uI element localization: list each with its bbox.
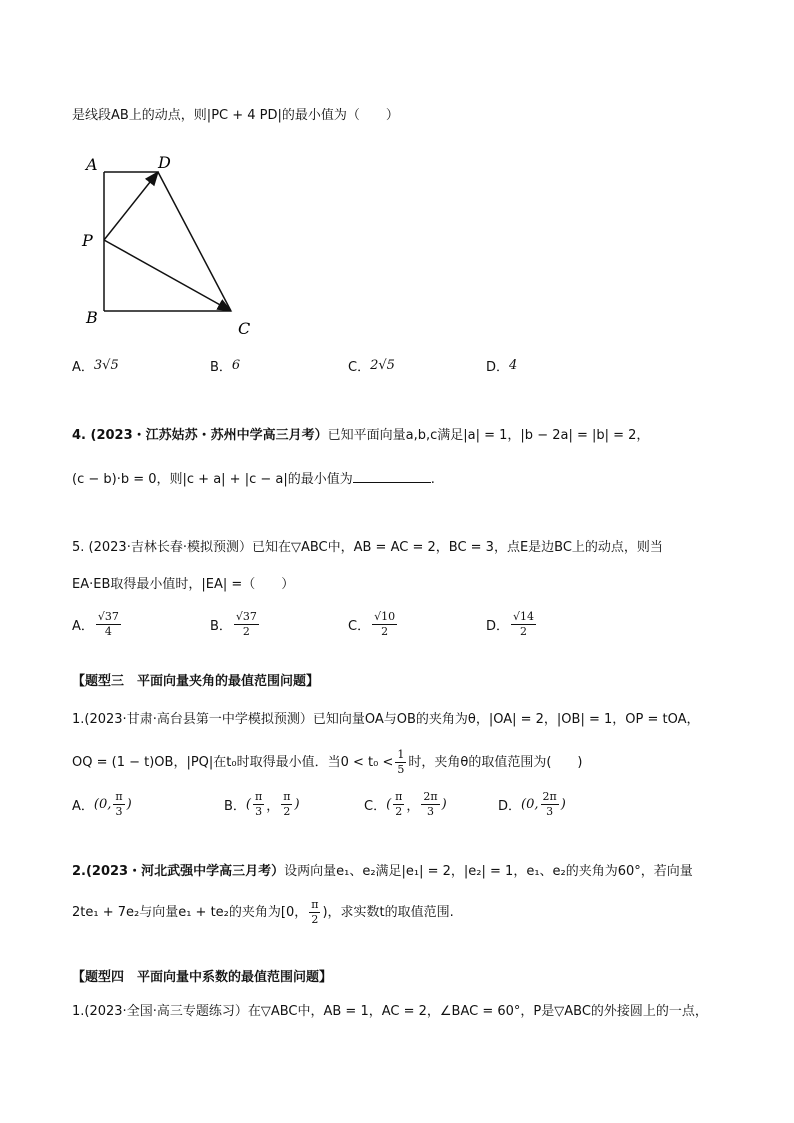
option-label: A． bbox=[72, 619, 94, 634]
denominator: 3 bbox=[255, 805, 263, 818]
option-label: D． bbox=[498, 799, 522, 814]
geometry-figure bbox=[78, 148, 278, 348]
denominator: 4 bbox=[104, 625, 112, 638]
option-label: C． bbox=[364, 799, 387, 814]
s3q1-option-b[interactable] bbox=[224, 790, 300, 819]
numerator: 1 bbox=[397, 748, 405, 761]
numerator: 2π bbox=[542, 790, 557, 803]
label-d: D bbox=[158, 153, 171, 172]
interval-close: ) bbox=[441, 797, 447, 812]
q5-option-a[interactable] bbox=[72, 610, 123, 639]
numerator: π bbox=[395, 790, 403, 803]
s3q2-text-1: 设两向量e₁、e₂满足|e₁| = 2，|e₂| = 1，e₁、e₂的夹角为60°，若向量 bbox=[284, 864, 693, 879]
label-b: B bbox=[86, 308, 98, 327]
numerator: π bbox=[311, 898, 319, 911]
fraction bbox=[253, 790, 264, 819]
q5-option-d[interactable] bbox=[486, 610, 538, 639]
option-label: B． bbox=[210, 619, 232, 634]
interval-close: ) bbox=[560, 797, 566, 812]
interval-comma: ， bbox=[406, 799, 420, 814]
option-label: C． bbox=[348, 360, 371, 375]
fraction bbox=[511, 610, 536, 639]
s3q2-text-a: 2te₁ + 7e₂与向量e₁ + te₂的夹角为[0， bbox=[72, 904, 308, 920]
q4-end: . bbox=[430, 472, 435, 487]
q5-line-2: EA·EB取得最小值时，|EA| =（ ） bbox=[72, 577, 295, 592]
option-value: 4 bbox=[509, 358, 518, 373]
option-label: D． bbox=[486, 360, 510, 375]
fraction bbox=[113, 790, 124, 819]
interval-open: ( bbox=[386, 797, 392, 812]
numerator: √37 bbox=[97, 610, 119, 623]
numerator: √14 bbox=[513, 610, 535, 623]
interval-open: (0, bbox=[93, 797, 112, 812]
s3q1-text-b: 时，夹角θ的取值范围为( ) bbox=[408, 754, 583, 770]
denominator: 2 bbox=[311, 913, 319, 926]
q3-stem: 是线段AB上的动点，则|PC + 4 PD|的最小值为（ ） bbox=[72, 108, 399, 123]
section-4-title: 【题型四 平面向量中系数的最值范围问题】 bbox=[72, 970, 333, 985]
fraction bbox=[234, 610, 259, 639]
q3-option-a[interactable] bbox=[72, 356, 119, 375]
section-3-title: 【题型三 平面向量夹角的最值范围问题】 bbox=[72, 674, 320, 689]
denominator: 5 bbox=[397, 763, 405, 776]
fraction bbox=[281, 790, 292, 819]
interval-comma: ， bbox=[266, 799, 280, 814]
q4-source: 4. (2023・江苏姑苏・苏州中学高三月考） bbox=[72, 428, 328, 443]
q4-text-2: (c − b)·b = 0，则|c + a| + |c − a|的最小值为 bbox=[72, 472, 353, 487]
vector-pd bbox=[104, 172, 158, 240]
q3-option-d[interactable] bbox=[486, 356, 517, 375]
denominator: 2 bbox=[520, 625, 528, 638]
fraction bbox=[393, 790, 404, 819]
numerator: 2π bbox=[423, 790, 438, 803]
label-p: P bbox=[82, 231, 93, 250]
fraction bbox=[309, 898, 320, 927]
fraction bbox=[395, 748, 406, 777]
s3q1-option-a[interactable] bbox=[72, 790, 132, 819]
q4-line-1 bbox=[72, 426, 649, 446]
s3q1-line-1: 1.(2023·甘肃·高台县第一中学模拟预测）已知向量OA与OB的夹角为θ，|OA| = 2，|OB| = 1，OP = tOA， bbox=[72, 712, 700, 727]
q3-option-b[interactable] bbox=[210, 356, 240, 375]
interval-close: ) bbox=[294, 797, 300, 812]
numerator: π bbox=[255, 790, 263, 803]
option-label: A． bbox=[72, 360, 94, 375]
interval-open: (0, bbox=[521, 797, 539, 812]
option-label: B． bbox=[224, 799, 246, 814]
s4q1-line-1: 1.(2023·全国·高三专题练习）在▽ABC中，AB = 1，AC = 2，∠BAC = 60°，P是▽ABC的外接圆上的一点， bbox=[72, 1004, 708, 1019]
denominator: 2 bbox=[283, 805, 291, 818]
q4-line-2 bbox=[72, 468, 435, 490]
fraction bbox=[372, 610, 397, 639]
denominator: 3 bbox=[427, 805, 435, 818]
q4-text-1: 已知平面向量a,b,c满足|a| = 1，|b − 2a| = |b| = 2， bbox=[327, 428, 650, 443]
denominator: 3 bbox=[115, 805, 123, 818]
s3q1-text-a: OQ = (1 − t)OB，|PQ|在t₀时取得最小值．当0 < t₀ < bbox=[72, 754, 394, 770]
s3q2-text-b: )，求实数t的取值范围. bbox=[322, 904, 454, 920]
q5-option-b[interactable] bbox=[210, 610, 261, 639]
s3q2-line-1 bbox=[72, 862, 693, 882]
option-label: B． bbox=[210, 360, 232, 375]
fraction bbox=[96, 610, 121, 639]
option-value: 6 bbox=[231, 358, 241, 373]
s3q1-option-c[interactable] bbox=[364, 790, 447, 819]
answer-blank[interactable] bbox=[353, 468, 431, 483]
q5-line-1: 5. (2023·吉林长春·模拟预测）已知在▽ABC中，AB = AC = 2，BC = 3，点E是边BC上的动点，则当 bbox=[72, 540, 663, 555]
numerator: π bbox=[283, 790, 291, 803]
numerator: √37 bbox=[235, 610, 257, 623]
option-label: C． bbox=[348, 619, 371, 634]
denominator: 2 bbox=[395, 805, 403, 818]
s3q2-source: 2.(2023・河北武强中学高三月考） bbox=[72, 864, 285, 879]
label-a: A bbox=[86, 155, 98, 174]
q5-option-c[interactable] bbox=[348, 610, 399, 639]
q3-option-c[interactable] bbox=[348, 356, 395, 375]
q5-options bbox=[72, 610, 712, 650]
interval-close: ) bbox=[126, 797, 132, 812]
s3q1-options bbox=[72, 790, 712, 830]
fraction bbox=[421, 790, 439, 819]
option-value: 2√5 bbox=[370, 358, 395, 373]
numerator: π bbox=[115, 790, 123, 803]
option-value: 3√5 bbox=[93, 358, 119, 373]
option-label: A． bbox=[72, 799, 94, 814]
interval-open: ( bbox=[245, 797, 251, 812]
option-label: D． bbox=[486, 619, 510, 634]
s3q2-line-2 bbox=[72, 898, 454, 927]
q3-options bbox=[72, 356, 712, 396]
s3q1-option-d[interactable] bbox=[498, 790, 566, 819]
denominator: 2 bbox=[381, 625, 389, 638]
numerator: √10 bbox=[374, 610, 396, 623]
fraction bbox=[541, 790, 559, 819]
label-c: C bbox=[238, 319, 251, 338]
s3q1-line-2 bbox=[72, 748, 582, 777]
denominator: 2 bbox=[242, 625, 250, 638]
denominator: 3 bbox=[546, 805, 554, 818]
